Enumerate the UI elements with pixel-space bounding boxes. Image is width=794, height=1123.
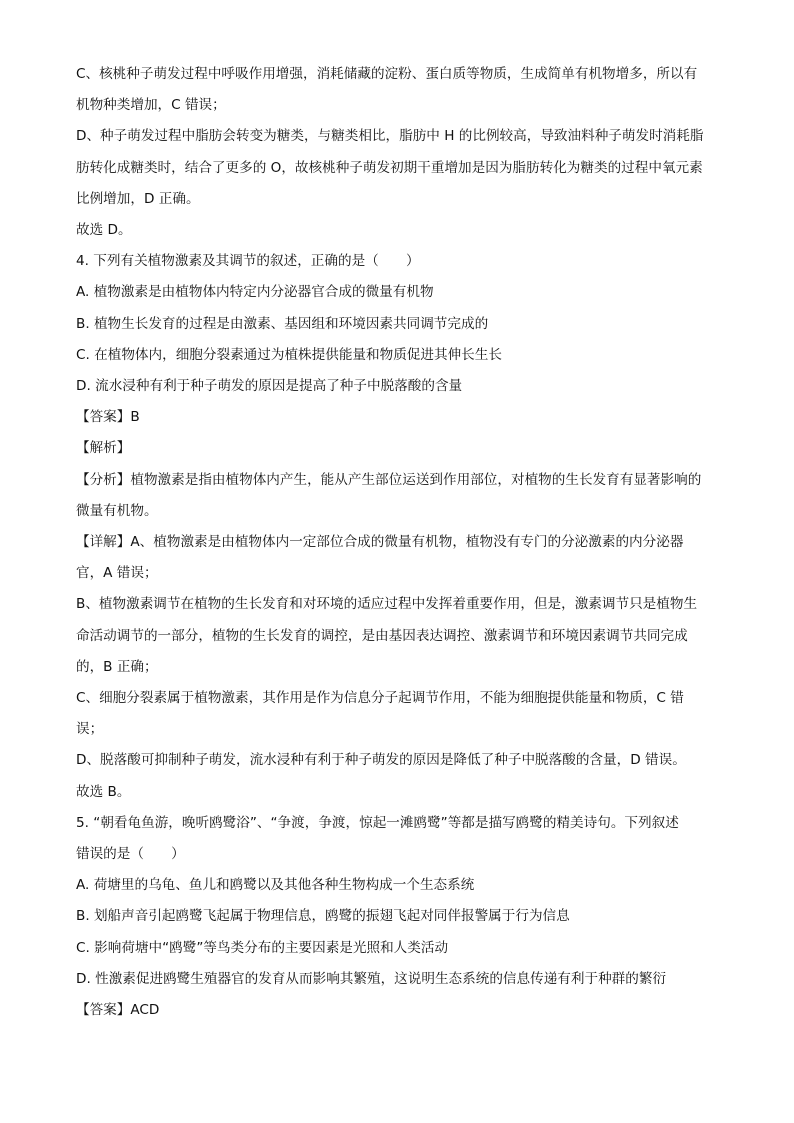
- text-line: 故选 B。: [76, 783, 131, 800]
- text-line: 误；: [76, 721, 104, 738]
- text-line: B、植物激素调节在植物的生长发育和对环境的适应过程中发挥着重要作用，但是，激素调节只是植物生: [76, 596, 698, 613]
- analysis-heading: 【解析】: [76, 440, 131, 457]
- option-a: A. 植物激素是由植物体内特定内分泌器官合成的微量有机物: [76, 284, 434, 301]
- text-line: D、脱落酸可抑制种子萌发，流水浸种有利于种子萌发的原因是降低了种子中脱落酸的含量，D 错误。: [76, 752, 686, 769]
- option-b: B. 植物生长发育的过程是由激素、基因组和环境因素共同调节完成的: [76, 315, 489, 332]
- text-line: 的，B 正确；: [76, 658, 158, 675]
- option-d: D. 流水浸种有利于种子萌发的原因是提高了种子中脱落酸的含量: [76, 378, 463, 395]
- answer-line: 【答案】ACD: [76, 1002, 160, 1019]
- text-line: 微量有机物。: [76, 502, 158, 519]
- option-d: D. 性激素促进鸥鹭生殖器官的发育从而影响其繁殖，这说明生态系统的信息传递有利于种群的繁衍: [76, 970, 667, 987]
- text-line: 机物种类增加，C 错误；: [76, 97, 226, 114]
- text-line: C、核桃种子萌发过程中呼吸作用增强，消耗储藏的淀粉、蛋白质等物质，生成简单有机物增多，所以有: [76, 66, 698, 82]
- text-line: C、细胞分裂素属于植物激素，其作用是作为信息分子起调节作用，不能为细胞提供能量和物质，C 错: [76, 690, 684, 707]
- text-line: 官，A 错误；: [76, 565, 158, 582]
- option-c: C. 在植物体内，细胞分裂素通过为植株提供能量和物质促进其伸长生长: [76, 346, 502, 363]
- option-c: C. 影响荷塘中“鸥鹭”等鸟类分布的主要因素是光照和人类活动: [76, 939, 449, 956]
- text-line: 比例增加，D 正确。: [76, 190, 200, 207]
- option-a: A. 荷塘里的乌龟、鱼儿和鸥鹭以及其他各种生物构成一个生态系统: [76, 877, 475, 894]
- question-stem: 5. “朝看龟鱼游，晚听鸥鹭浴”、“争渡，争渡，惊起一滩鸥鹭”等都是描写鸥鹭的精美诗句。下列叙述: [76, 814, 679, 831]
- text-line: D、种子萌发过程中脂肪会转变为糖类，与糖类相比，脂肪中 H 的比例较高，导致油料种子萌发时消耗脂: [76, 128, 704, 145]
- text-line: 命活动调节的一部分，植物的生长发育的调控，是由基因表达调控、激素调节和环境因素调节共同完成: [76, 627, 688, 644]
- text-line: 故选 D。: [76, 222, 132, 239]
- option-b: B. 划船声音引起鸥鹭飞起属于物理信息，鸥鹭的振翅飞起对同伴报警属于行为信息: [76, 908, 570, 925]
- text-line: 错误的是（ ）: [76, 846, 185, 863]
- answer-line: 【答案】B: [76, 409, 140, 426]
- text-line: 肪转化成糖类时，结合了更多的 O，故核桃种子萌发初期干重增加是因为脂肪转化为糖类的过程中氧元素: [76, 159, 703, 176]
- question-stem: 4. 下列有关植物激素及其调节的叙述，正确的是（ ）: [76, 253, 420, 270]
- text-line: 【详解】A、植物激素是由植物体内一定部位合成的微量有机物，植物没有专门的分泌激素的内分泌器: [76, 534, 684, 551]
- text-line: 【分析】植物激素是指由植物体内产生，能从产生部位运送到作用部位，对植物的生长发育有显著影响的: [76, 471, 702, 488]
